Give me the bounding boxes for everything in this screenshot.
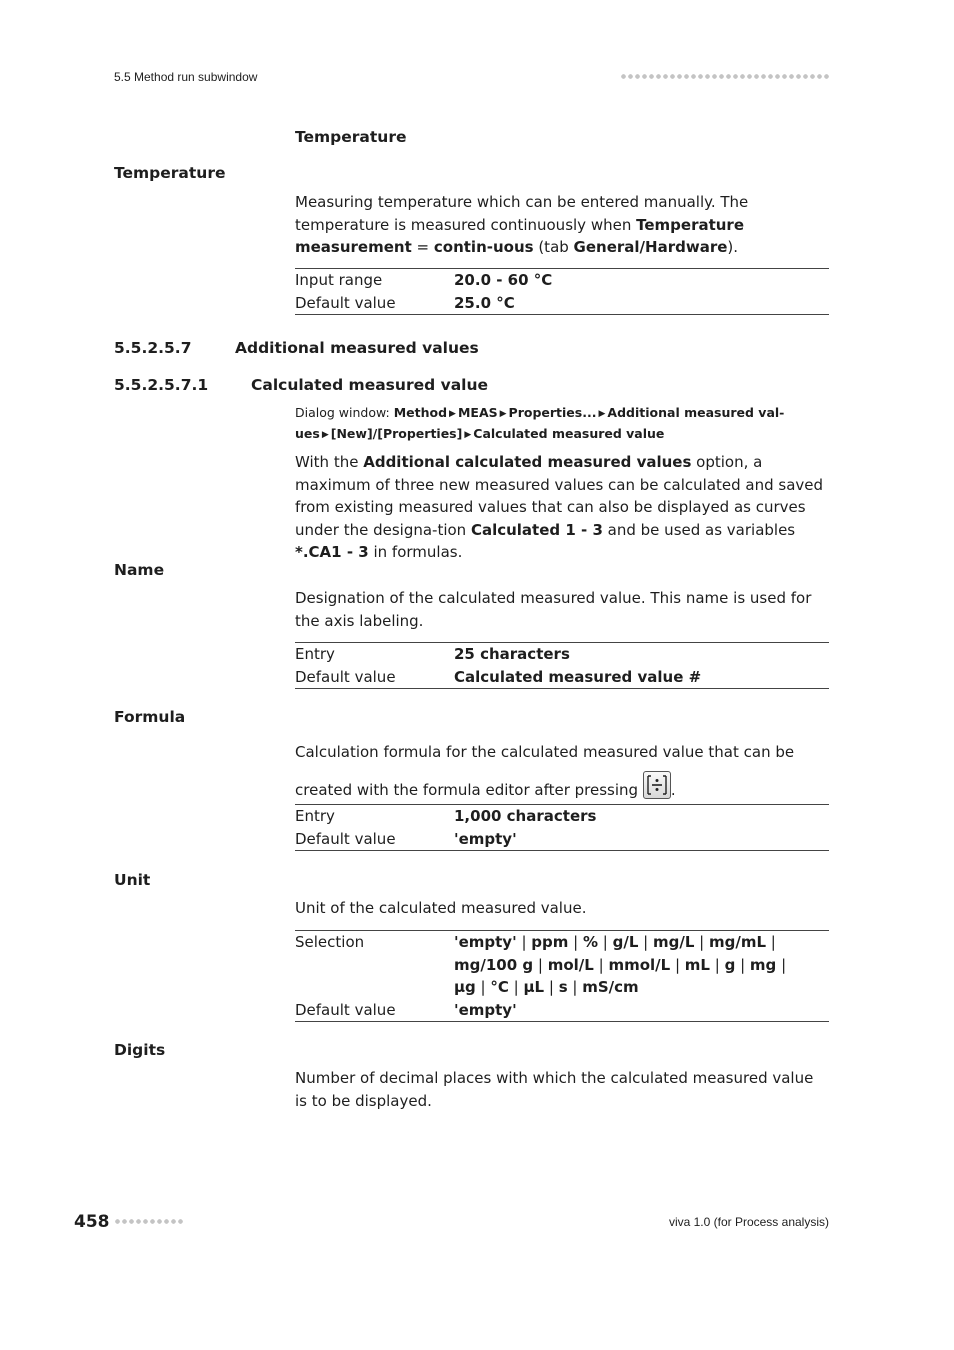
unit-option: %	[582, 933, 599, 951]
temperature-label: Temperature	[114, 164, 226, 182]
unit-parameter-table	[295, 930, 829, 1022]
option-separator: |	[544, 978, 559, 996]
table-row	[295, 666, 829, 689]
option-separator: |	[567, 978, 583, 996]
option-separator: |	[475, 978, 491, 996]
name-parameter-table	[295, 642, 829, 689]
temperature-parameter-table	[295, 268, 829, 315]
arrow-right-icon: ▶	[449, 409, 456, 419]
option-separator: |	[598, 933, 613, 951]
temperature-subheading: Temperature	[295, 128, 407, 146]
table-row	[295, 828, 829, 851]
unit-option: mL	[684, 955, 710, 974]
option-separator: |	[776, 955, 787, 974]
param-value: Calculated measured value #	[454, 667, 702, 686]
option-separator: |	[670, 955, 685, 974]
param-value: 1,000 characters	[454, 807, 597, 825]
digits-description: Number of decimal places with which the calculated measured value is to be displayed.	[295, 1069, 814, 1110]
header-decoration-dots	[620, 73, 830, 80]
section-number: 5.5.2.5.7	[114, 339, 192, 357]
unit-option: mg/100 g	[454, 955, 534, 974]
unit-selection-options	[454, 931, 829, 999]
footer-decoration-dots	[114, 1218, 184, 1225]
unit-option: g/L	[612, 933, 639, 951]
unit-option: ppm	[531, 933, 569, 951]
temperature-description: Measuring temperature which can be entered manually. The temperature is measured continuously when Temperature measurement = contin-uous (tab General/Hardware).	[295, 193, 749, 256]
param-key: Default value	[295, 667, 396, 686]
table-row	[295, 931, 829, 999]
formula-label: Formula	[114, 708, 186, 726]
param-key: Entry	[295, 807, 335, 825]
unit-description: Unit of the calculated measured value.	[295, 899, 587, 917]
unit-option: mmol/L	[608, 955, 671, 974]
option-separator: |	[735, 955, 750, 974]
param-key: Default value	[295, 829, 396, 848]
unit-option: s	[558, 978, 568, 996]
param-value: 20.0 - 60 °C	[454, 271, 553, 289]
option-separator: |	[593, 955, 609, 974]
unit-label: Unit	[114, 871, 151, 889]
option-separator: |	[516, 933, 532, 951]
param-value: 25 characters	[454, 645, 570, 663]
param-key: Entry	[295, 645, 335, 663]
subsection-number: 5.5.2.5.7.1	[114, 376, 209, 394]
unit-option: °C	[490, 978, 509, 996]
digits-label: Digits	[114, 1041, 166, 1059]
dialog-path: Dialog window: Method ▶ MEAS ▶ Properties... ▶ Additional measured val-ues ▶ [New]/[Properties] ▶ Calculated measured value	[295, 405, 785, 441]
table-row	[295, 269, 829, 292]
param-key: Default value	[295, 1000, 396, 1019]
unit-option: mol/L	[547, 955, 594, 974]
formula-description: Calculation formula for the calculated measured value that can be created with the formula editor after pressing .	[295, 743, 795, 799]
formula-editor-button[interactable]	[643, 771, 671, 799]
page-number: 458	[74, 1212, 110, 1232]
name-description: Designation of the calculated measured value. This name is used for the axis labeling.	[295, 589, 812, 630]
name-label: Name	[114, 561, 165, 579]
param-key: Input range	[295, 271, 383, 289]
param-value: 25.0 °C	[454, 293, 515, 312]
formula-editor-icon	[646, 774, 668, 796]
footer-product: viva 1.0 (for Process analysis)	[668, 1215, 829, 1229]
arrow-right-icon: ▶	[321, 430, 329, 440]
arrow-right-icon: ▶	[598, 409, 606, 419]
running-header-section: 5.5 Method run subwindow	[114, 70, 258, 84]
unit-option: mg	[749, 955, 777, 974]
param-key: Selection	[295, 933, 365, 951]
arrow-right-icon: ▶	[499, 409, 507, 419]
unit-option: mg/mL	[708, 933, 767, 951]
option-separator: |	[709, 955, 725, 974]
section-title: Additional measured values	[235, 339, 479, 357]
unit-option: µL	[523, 978, 545, 996]
unit-option: g	[724, 955, 736, 974]
table-row	[295, 805, 829, 828]
unit-option: 'empty'	[454, 933, 517, 951]
param-key: Default value	[295, 293, 396, 312]
arrow-right-icon: ▶	[464, 430, 472, 440]
intro-paragraph: With the Additional calculated measured values option, a maximum of three new measured values can be calculated and saved from existing measured values that can also be displayed as curves under the designa-tion Calculated 1 - 3 and be used as variables *.CA1 - 3 in formulas.	[295, 453, 824, 561]
option-separator: |	[568, 933, 583, 951]
unit-option: mS/cm	[582, 978, 639, 996]
param-value: 'empty'	[454, 1000, 517, 1019]
table-row	[295, 643, 829, 666]
formula-parameter-table	[295, 804, 829, 851]
subsection-title: Calculated measured value	[251, 376, 489, 394]
unit-option: mg/L	[652, 933, 695, 951]
param-value: 'empty'	[454, 829, 517, 848]
table-row	[295, 999, 829, 1022]
unit-option: µg	[454, 978, 476, 996]
table-row	[295, 292, 829, 315]
option-separator: |	[533, 955, 548, 974]
option-separator: |	[694, 933, 709, 951]
option-separator: |	[766, 933, 776, 951]
option-separator: |	[638, 933, 653, 951]
option-separator: |	[508, 978, 524, 996]
